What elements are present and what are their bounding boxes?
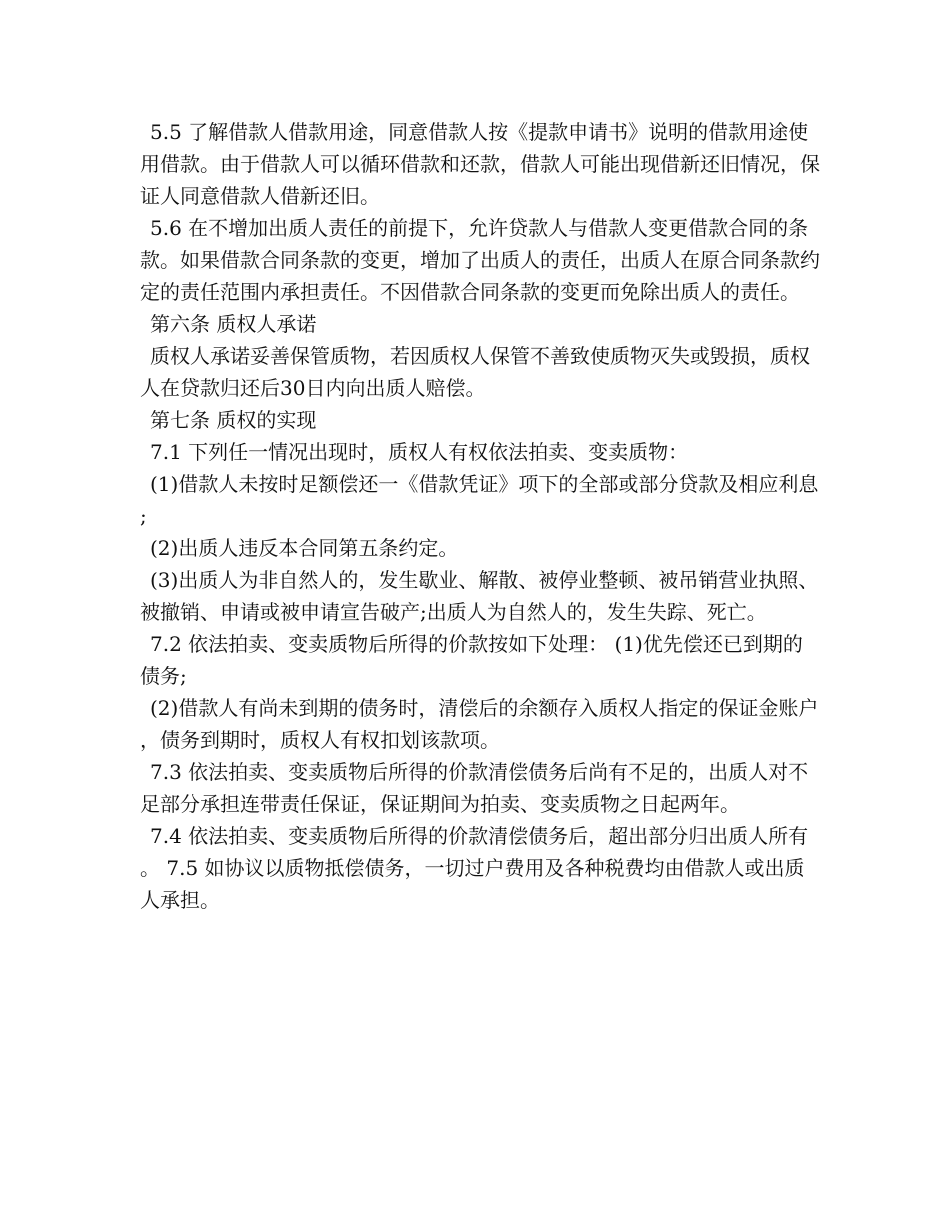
list-item-7-1-3: (3)出质人为非自然人的，发生歇业、解散、被停业整顿、被吊销营业执照、被撤销、申请或被申请宣告破产;出质人为自然人的，发生失踪、死亡。 (140, 568, 819, 624)
paragraph-7-2: 7.2 依法拍卖、变卖质物后所得的价款按如下处理： (1)优先偿还已到期的债务; (140, 632, 803, 688)
list-item-7-1-1: (1)借款人未按时足额偿还一《借款凭证》项下的全部或部分贷款及相应利息; (140, 472, 819, 528)
paragraph-5-6: 5.6 在不增加出质人责任的前提下，允许贷款人与借款人变更借款合同的条款。如果借款合同条款的变更，增加了出质人的责任，出质人在原合同条款约定的责任范围内承担责任。不因借款合同条款的变更而免除出质人的责任。 (140, 216, 820, 304)
document-body (140, 116, 820, 916)
paragraph-7-3: 7.3 依法拍卖、变卖质物后所得的价款清偿债务后尚有不足的，出质人对不足部分承担连带责任保证，保证期间为拍卖、变卖质物之日起两年。 (140, 760, 809, 816)
paragraph-7-1: 7.1 下列任一情况出现时，质权人有权依法拍卖、变卖质物： (150, 440, 689, 464)
paragraph-5-5: 5.5 了解借款人借款用途，同意借款人按《提款申请书》说明的借款用途使用借款。由于借款人可以循环借款和还款，借款人可能出现借新还旧情况，保证人同意借款人借新还旧。 (140, 120, 820, 208)
section-heading-article-6: 第六条 质权人承诺 (150, 312, 317, 336)
list-item-7-2-2: (2)借款人有尚未到期的债务时，清偿后的余额存入质权人指定的保证金账户，债务到期时，质权人有权扣划该款项。 (140, 696, 819, 752)
section-heading-article-7: 第七条 质权的实现 (150, 408, 317, 432)
paragraph-7-4: 7.4 依法拍卖、变卖质物后所得的价款清偿债务后，超出部分归出质人所有。 7.5 如协议以质物抵偿债务，一切过户费用及各种税费均由借款人或出质人承担。 (140, 824, 809, 912)
list-item-7-1-2: (2)出质人违反本合同第五条约定。 (150, 536, 459, 560)
paragraph-article-6-body: 质权人承诺妥善保管质物，若因质权人保管不善致使质物灭失或毁损，质权人在贷款归还后30日内向出质人赔偿。 (140, 344, 810, 400)
